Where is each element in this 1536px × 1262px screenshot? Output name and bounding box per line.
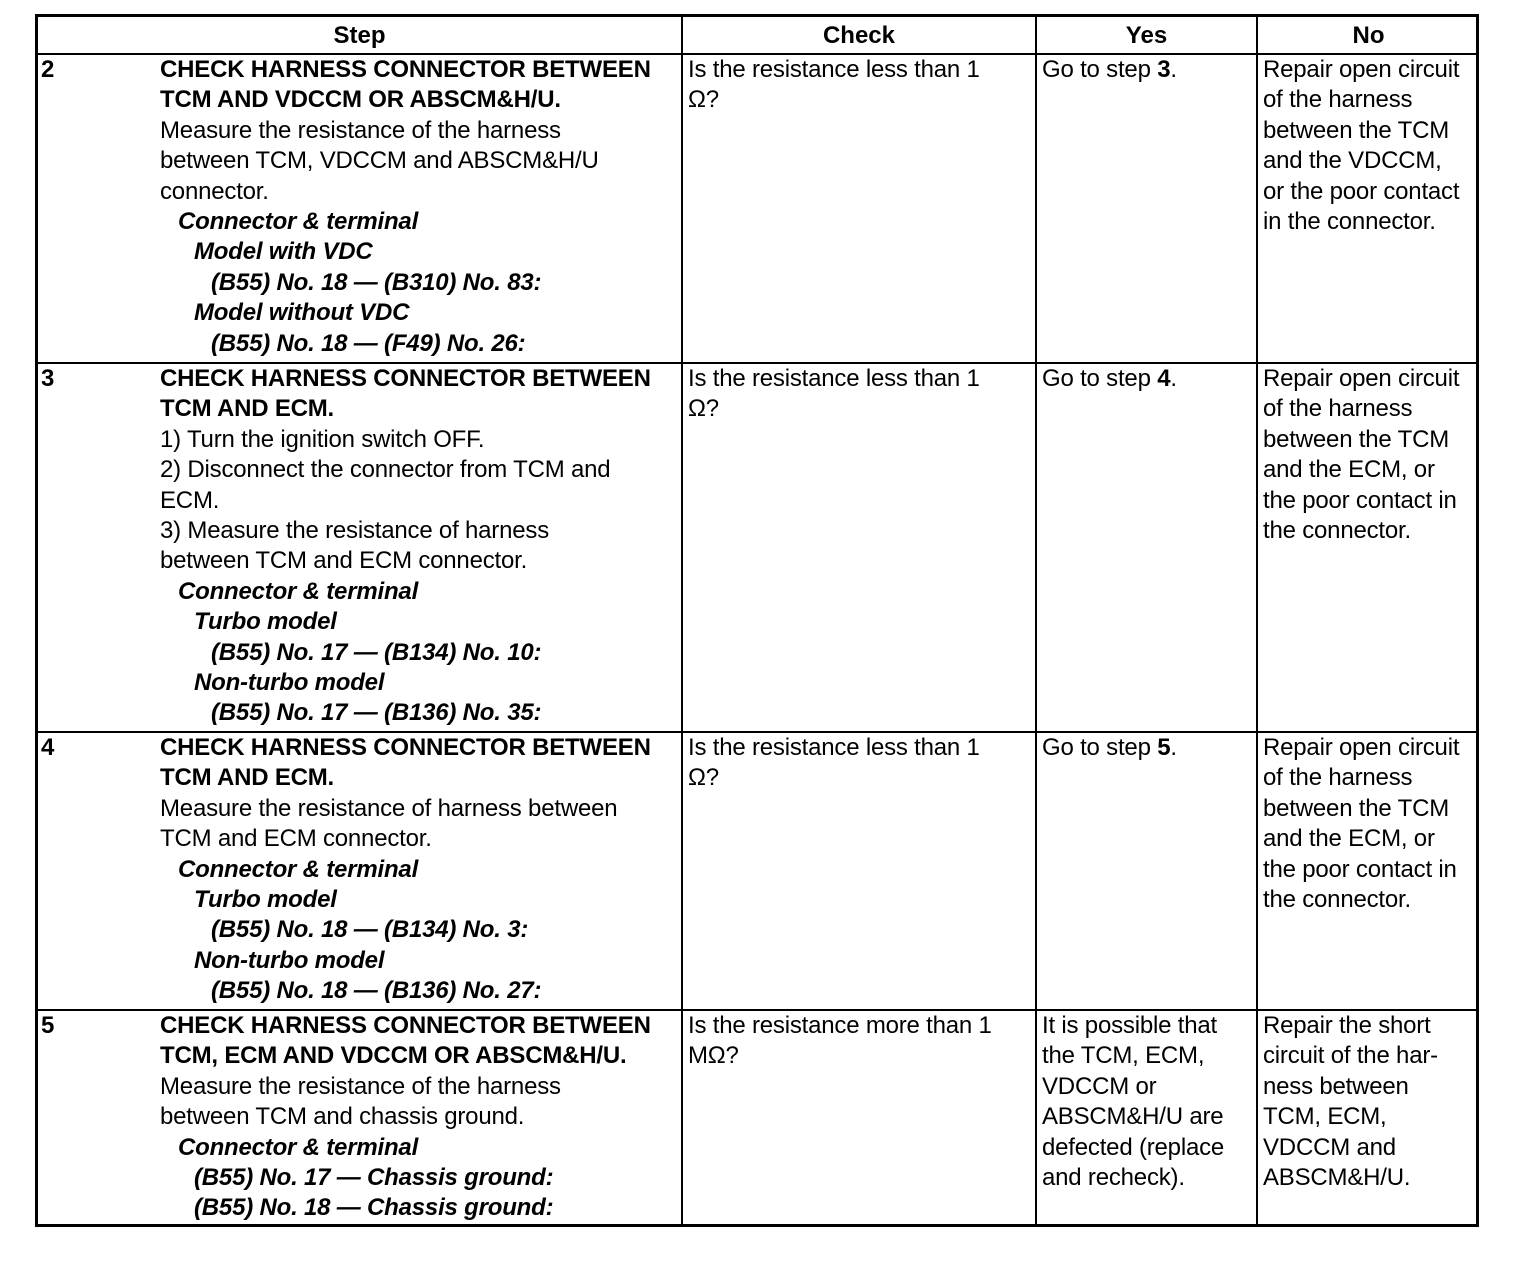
step-body-line: 2) Disconnect the connector from TCM and xyxy=(160,456,611,484)
spec-label: Model without VDC xyxy=(194,299,410,327)
yes-text-line: and recheck). xyxy=(1042,1164,1185,1191)
step-body-line: ECM. xyxy=(160,486,220,514)
no-text-line: and the ECM, or xyxy=(1263,825,1435,853)
spec-value: (B55) No. 18 — (B310) No. 83: xyxy=(211,268,542,296)
spec-label: Non-turbo model xyxy=(194,669,385,696)
spec-value: (B55) No. 18 — (B136) No. 27: xyxy=(211,977,542,1005)
step-number: 2 xyxy=(41,56,55,83)
yes-text-line: It is possible that xyxy=(1042,1012,1217,1039)
step-title-line: CHECK HARNESS CONNECTOR BETWEEN xyxy=(160,56,651,83)
no-text-line: ABSCM&H/U. xyxy=(1263,1164,1411,1191)
check-text-line: Is the resistance less than 1 xyxy=(688,734,980,761)
check-text-line: MΩ? xyxy=(688,1042,739,1070)
no-text-line: of the harness xyxy=(1263,764,1413,792)
no-text-line: or the poor contact xyxy=(1263,177,1460,205)
spec-label: Model with VDC xyxy=(194,238,373,266)
spec-title: Connector & terminal xyxy=(178,577,419,605)
diagnostic-table xyxy=(35,14,1479,1227)
spec-title: Connector & terminal xyxy=(178,855,419,883)
spec-value: (B55) No. 17 — (B136) No. 35: xyxy=(211,699,542,727)
step-body-line: Measure the resistance of the harness xyxy=(160,1072,561,1100)
step-title-line: CHECK HARNESS CONNECTOR BETWEEN xyxy=(160,365,651,392)
step-body-line: TCM and ECM connector. xyxy=(160,825,432,853)
yes-text: Go to step 3. xyxy=(1042,56,1177,83)
step-body-line: connector. xyxy=(160,177,269,205)
no-text-line: of the harness xyxy=(1263,86,1413,114)
no-text-line: between the TCM xyxy=(1263,425,1449,453)
header-yes: Yes xyxy=(1125,22,1168,49)
no-text-line: Repair open circuit xyxy=(1263,734,1460,761)
spec-label: Non-turbo model xyxy=(194,946,385,974)
step-body-line: Measure the resistance of the harness xyxy=(160,116,561,144)
step-body-line: Measure the resistance of harness between xyxy=(160,794,618,822)
column-divider xyxy=(681,17,683,1224)
spec-value: (B55) No. 17 — (B134) No. 10: xyxy=(211,638,542,666)
step-body-line: 3) Measure the resistance of harness xyxy=(160,517,549,544)
spec-value: (B55) No. 17 — Chassis ground: xyxy=(194,1164,554,1191)
header-check: Check xyxy=(822,22,896,49)
step-body-line: between TCM and chassis ground. xyxy=(160,1103,525,1131)
step-body-line: 1) Turn the ignition switch OFF. xyxy=(160,425,485,453)
no-text-line: the poor contact in xyxy=(1263,855,1457,883)
no-text-line: Repair open circuit xyxy=(1263,56,1460,83)
spec-value: (B55) No. 18 — (B134) No. 3: xyxy=(211,916,529,944)
step-number: 3 xyxy=(41,365,55,392)
step-number: 4 xyxy=(41,734,55,761)
yes-text-line: the TCM, ECM, xyxy=(1042,1042,1205,1070)
yes-text-line: ABSCM&H/U are xyxy=(1042,1103,1224,1131)
step-title-line: CHECK HARNESS CONNECTOR BETWEEN xyxy=(160,734,651,761)
no-text-line: and the ECM, or xyxy=(1263,456,1435,484)
no-text-line: Repair open circuit xyxy=(1263,365,1460,392)
no-text-line: the poor contact in xyxy=(1263,486,1457,514)
no-text-line: the connector. xyxy=(1263,886,1411,913)
step-number: 5 xyxy=(41,1012,55,1039)
no-text-line: between the TCM xyxy=(1263,794,1449,822)
spec-title: Connector & terminal xyxy=(178,208,419,235)
check-text-line: Ω? xyxy=(688,764,719,792)
step-body-line: between TCM and ECM connector. xyxy=(160,547,528,575)
header-no: No xyxy=(1352,22,1385,49)
step-title-line: TCM AND ECM. xyxy=(160,395,335,423)
yes-text-line: VDCCM or xyxy=(1042,1072,1157,1100)
header-step: Step xyxy=(333,22,386,49)
no-text-line: VDCCM and xyxy=(1263,1133,1396,1161)
no-text-line: of the harness xyxy=(1263,395,1413,423)
no-text-line: Repair the short xyxy=(1263,1012,1431,1039)
step-title-line: TCM, ECM AND VDCCM OR ABSCM&H/U. xyxy=(160,1042,627,1070)
step-body-line: between TCM, VDCCM and ABSCM&H/U xyxy=(160,147,599,175)
no-text-line: circuit of the har- xyxy=(1263,1042,1438,1070)
check-text-line: Ω? xyxy=(688,86,719,114)
no-text-line: between the TCM xyxy=(1263,116,1449,144)
check-text-line: Ω? xyxy=(688,395,719,423)
column-divider xyxy=(1256,17,1258,1224)
spec-value: (B55) No. 18 — Chassis ground: xyxy=(194,1194,554,1222)
yes-text-line: defected (replace xyxy=(1042,1133,1225,1161)
yes-text: Go to step 5. xyxy=(1042,734,1177,761)
step-title-line: TCM AND ECM. xyxy=(160,764,335,792)
no-text-line: TCM, ECM, xyxy=(1263,1103,1387,1131)
no-text-line: the connector. xyxy=(1263,517,1411,544)
spec-title: Connector & terminal xyxy=(178,1133,419,1161)
spec-value: (B55) No. 18 — (F49) No. 26: xyxy=(211,329,526,357)
check-text-line: Is the resistance less than 1 xyxy=(688,56,980,83)
no-text-line: ness between xyxy=(1263,1072,1409,1100)
no-text-line: in the connector. xyxy=(1263,208,1436,235)
yes-text: Go to step 4. xyxy=(1042,365,1177,392)
check-text-line: Is the resistance less than 1 xyxy=(688,365,980,392)
column-divider xyxy=(1035,17,1037,1224)
spec-label: Turbo model xyxy=(194,608,337,636)
step-title-line: CHECK HARNESS CONNECTOR BETWEEN xyxy=(160,1012,651,1039)
check-text-line: Is the resistance more than 1 xyxy=(688,1012,992,1039)
step-title-line: TCM AND VDCCM OR ABSCM&H/U. xyxy=(160,86,561,114)
no-text-line: and the VDCCM, xyxy=(1263,147,1442,175)
spec-label: Turbo model xyxy=(194,886,337,913)
